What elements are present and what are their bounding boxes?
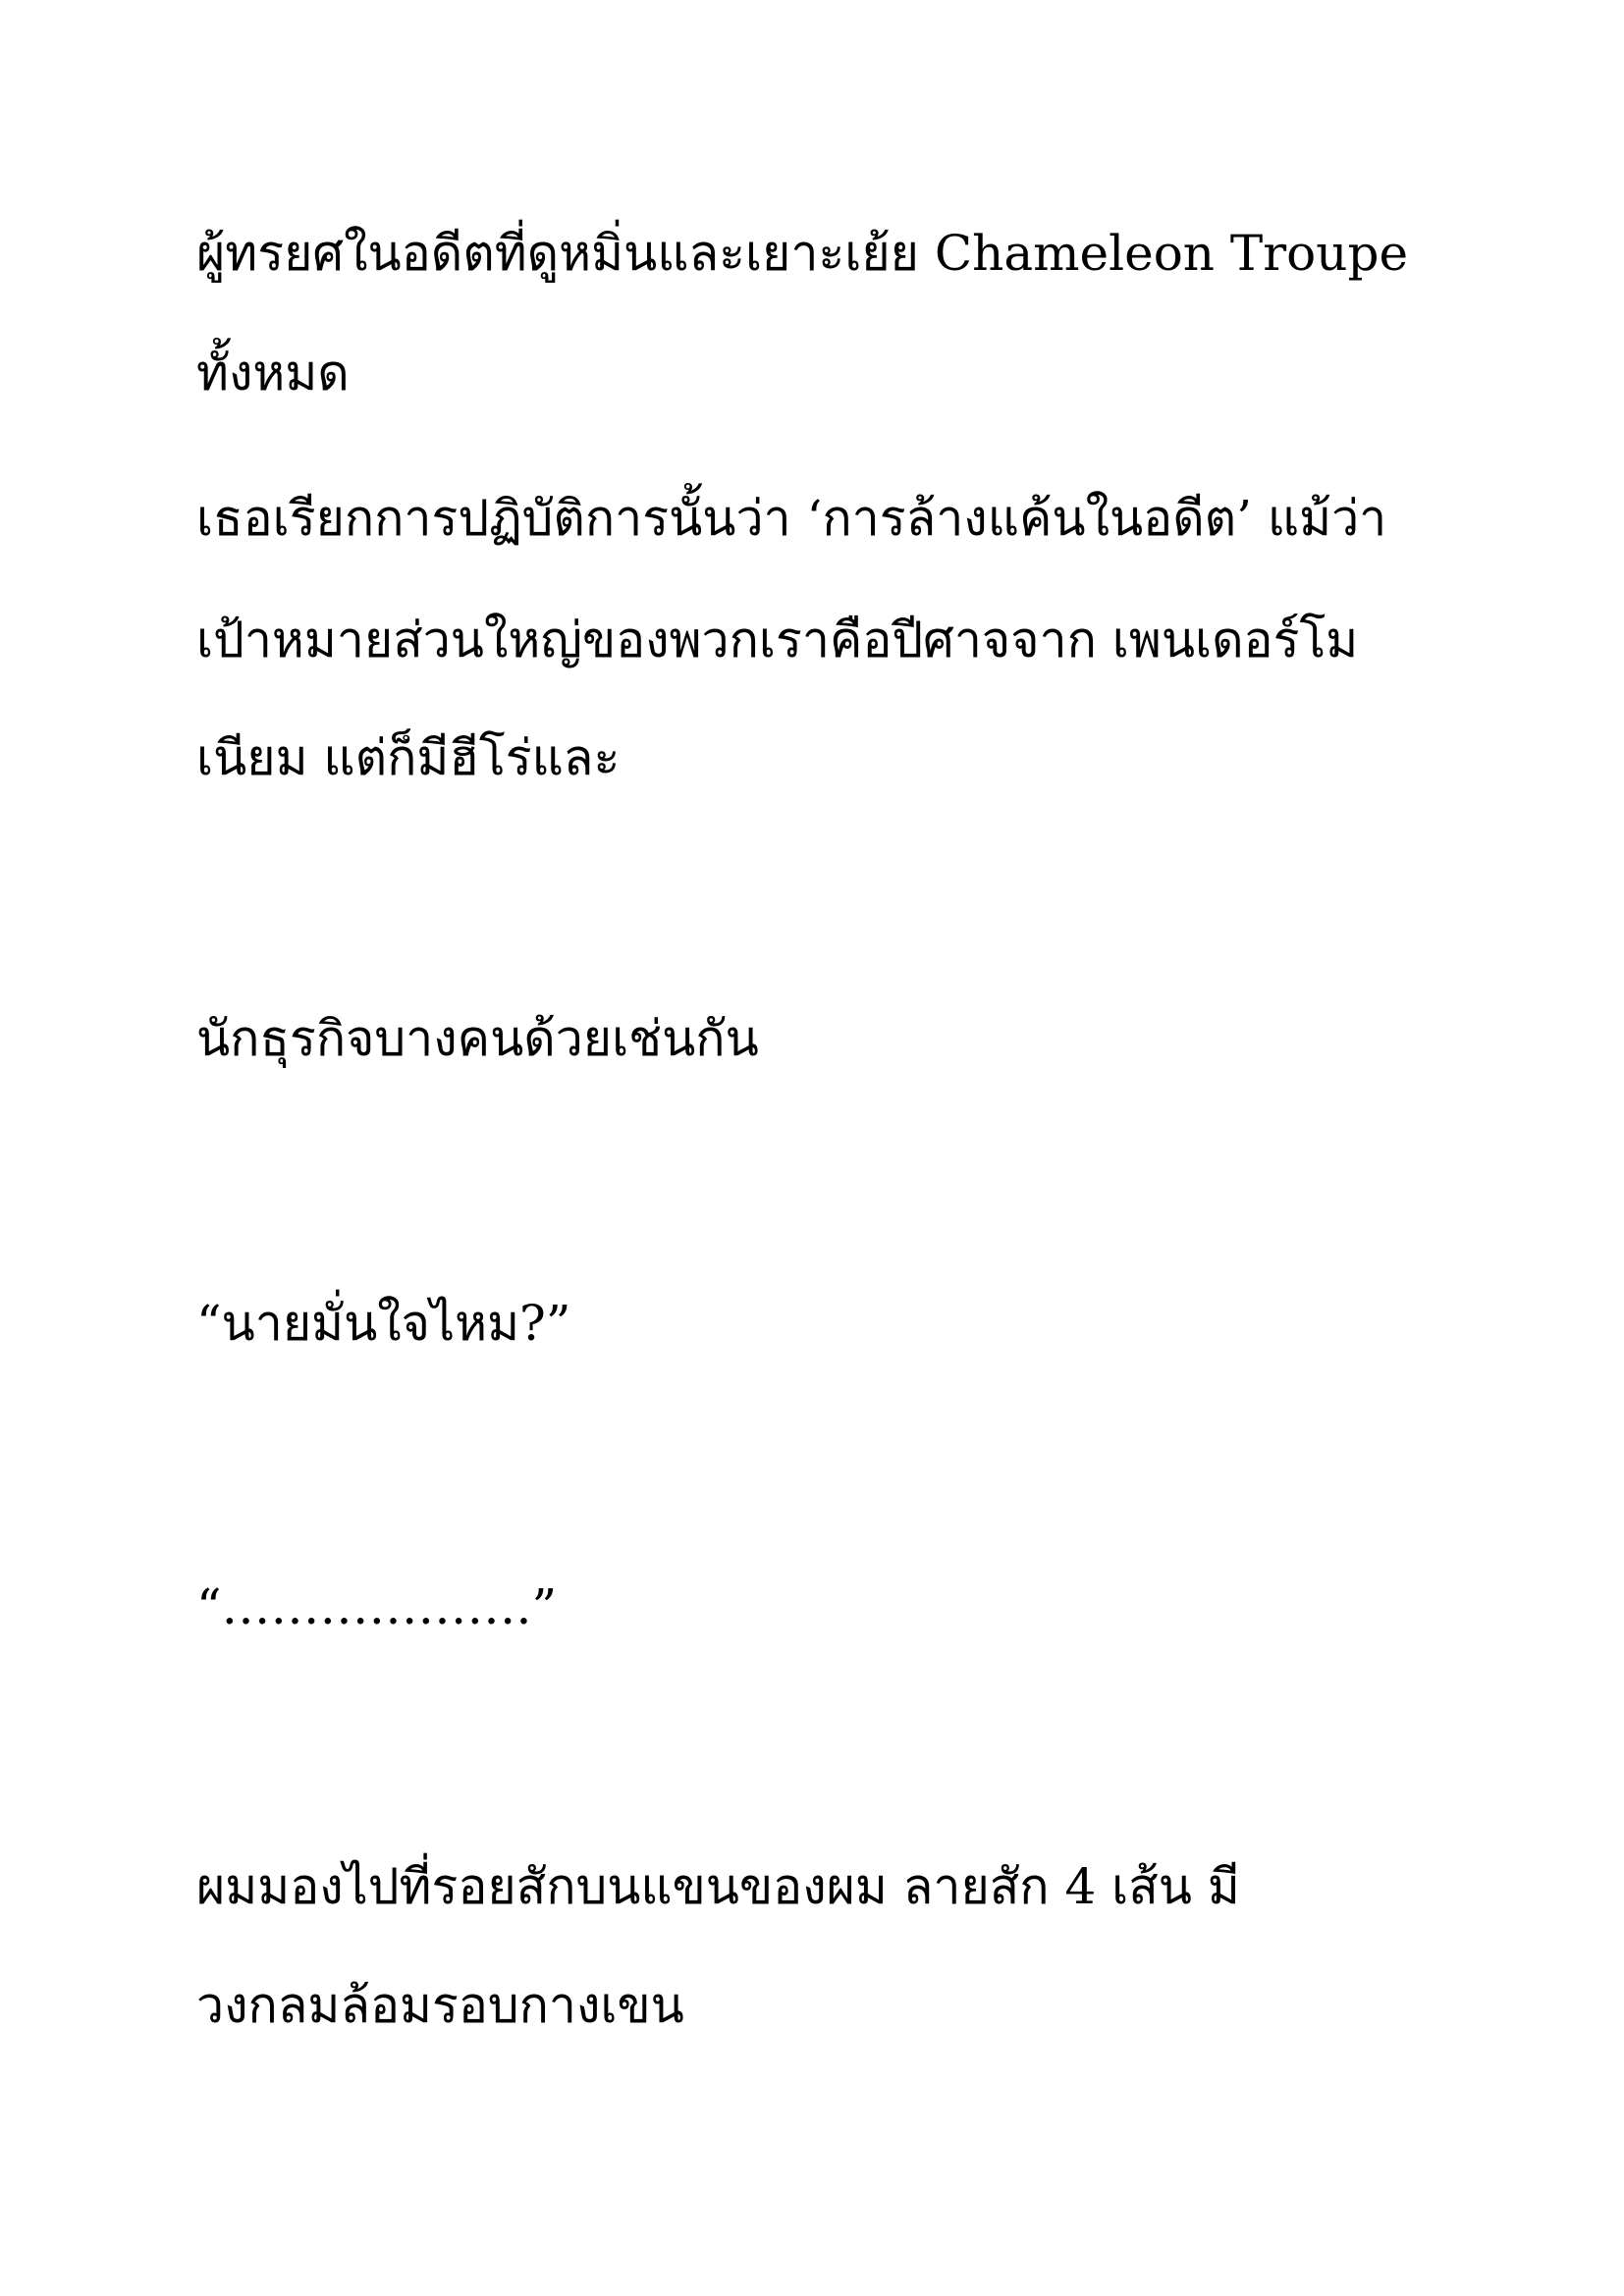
dialogue-line: “……………….”: [196, 1578, 558, 1635]
paragraph-line: เธอเรียกการปฏิบัติการนั้นว่า ‘การล้างแค้นในอดีต’ แม้ว่า: [196, 490, 1387, 547]
paragraph-line: เนียม แต่ก็มีฮีโร่และ: [196, 729, 621, 786]
paragraph-line: นักธุรกิจบางคนด้วยเช่นกัน: [196, 1010, 759, 1067]
paragraph-line: ผมมองไปที่รอยสักบนแขนของผม ลายสัก 4 เส้น มี: [196, 1858, 1240, 1915]
paragraph-line: วงกลมล้อมรอบกางเขน: [196, 1977, 684, 2034]
dialogue-line: “นายมั่นใจไหม?”: [196, 1295, 571, 1352]
paragraph-line: ทั้งหมด: [196, 345, 350, 401]
paragraph-line: ผู้ทรยศในอดีตที่ดูหมิ่นและเยาะเย้ย Chameleon Troupe: [196, 225, 1409, 282]
paragraph-line: เป้าหมายส่วนใหญ่ของพวกเราคือปีศาจจาก เพนเดอร์โม: [196, 612, 1359, 668]
